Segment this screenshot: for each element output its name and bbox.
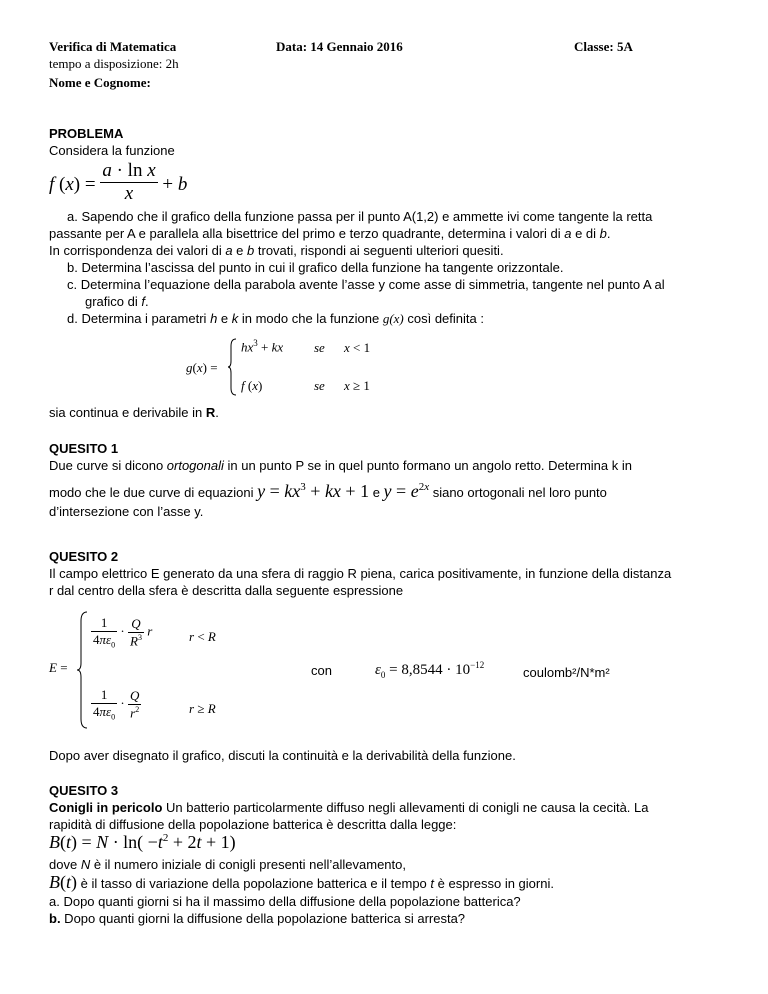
header-time: tempo a disposizione: 2h bbox=[49, 56, 179, 71]
q3-question-b bbox=[49, 911, 465, 926]
text: In corrispondenza dei valori di bbox=[49, 243, 226, 258]
left-brace-icon bbox=[228, 338, 238, 396]
q3-subtitle: Conigli in pericolo bbox=[49, 800, 163, 815]
q3-law-formula: $B(t) = N \cdot \ln( -t^2 + 2t + 1)$ bbox=[49, 832, 236, 852]
text: sia continua e derivabile in bbox=[49, 405, 206, 420]
text: modo che le due curve di equazioni bbox=[49, 485, 258, 500]
q1-line3: d’intersezione con l’asse y. bbox=[49, 504, 204, 519]
curve-1-equation: $y = kx^3$ + kx + 1 bbox=[257, 481, 370, 501]
text: e bbox=[369, 485, 384, 500]
q2-after: Dopo aver disegnato il grafico, discuti la continuità e la derivabilità della funzione. bbox=[49, 748, 516, 763]
problem-item-b: b. Determina l’ascissa del punto in cui il grafico della funzione ha tangente orizzontale. bbox=[67, 260, 564, 275]
problem-intro: Considera la funzione bbox=[49, 143, 175, 158]
text: è espresso in giorni. bbox=[434, 876, 554, 891]
problem-correspondence-line bbox=[49, 243, 504, 258]
q3-dove-line bbox=[49, 857, 406, 872]
q2-line1: Il campo elettrico E generato da una sfera di raggio R piena, carica positivamente, in funzione della distanza bbox=[49, 566, 672, 581]
units-label: coulomb²/N*m² bbox=[523, 665, 610, 680]
text: . bbox=[606, 226, 611, 241]
header-subject: Verifica di Matematica bbox=[49, 39, 177, 54]
bt-symbol: B(t) bbox=[49, 872, 78, 892]
problem-item-a-line2 bbox=[49, 226, 611, 241]
text: d. Determina i parametri bbox=[67, 311, 211, 326]
text: e bbox=[232, 243, 248, 258]
q1-line1 bbox=[49, 458, 632, 473]
q3-bt-line bbox=[49, 872, 554, 893]
electric-field-piecewise: E = $\frac{1}{4\pi\varepsilon_0}$ · $\frac{Q}{R^3}$ r r < R $\frac{1}{4\pi\varepsilon_0}$ · $\frac{Q}{r^2}$ r ≥ R con $\varepsilon_0 = 8,8544 \cdot 10^{-12}$ coulomb²/N*m² bbox=[49, 605, 749, 735]
eps-number: 8,8544 bbox=[401, 662, 443, 678]
set-R: R bbox=[205, 405, 216, 420]
label-a: a. bbox=[49, 894, 60, 909]
text: siano ortogonali nel loro punto bbox=[429, 485, 607, 500]
text: Due curve si dicono bbox=[49, 458, 167, 473]
q3-question-a bbox=[49, 894, 521, 909]
header-name-label: Nome e Cognome: bbox=[49, 75, 151, 90]
label-b: b. bbox=[49, 911, 61, 926]
problem-item-a-line1: a. Sapendo che il grafico della funzione passa per il punto A(1,2) e ammette ivi come tangente la retta bbox=[67, 209, 653, 224]
text: . bbox=[145, 294, 149, 309]
q3-line2: rapidità di diffusione della popolazione batterica è descritta dalla legge: bbox=[49, 817, 457, 832]
epsilon-value: $\varepsilon_0 = 8,8544 \cdot 10^{-12}$ bbox=[375, 660, 485, 680]
text: è il numero iniziale di conigli presenti nell’allevamento, bbox=[90, 857, 406, 872]
problem-item-d bbox=[67, 311, 484, 327]
text: è il tasso di variazione della popolazione batterica e il tempo bbox=[77, 876, 431, 891]
var-b: b bbox=[599, 226, 607, 241]
function-f-formula: f (x) = $\frac{\text{a · ln x}}{x}$ + b bbox=[49, 160, 188, 204]
text: Dopo quanti giorni la diffusione della popolazione batterica si arresta? bbox=[60, 911, 466, 926]
text: trovati, rispondi ai seguenti ulteriori quesiti. bbox=[254, 243, 504, 258]
text: così definita : bbox=[403, 311, 484, 326]
eps-exponent: −12 bbox=[470, 660, 485, 670]
var-a: a bbox=[225, 243, 233, 258]
var-h: h bbox=[210, 311, 218, 326]
text: . bbox=[215, 405, 219, 420]
q3-line1 bbox=[49, 800, 648, 815]
text: in un punto P se in quel punto formano un angolo retto. Determina k in bbox=[223, 458, 632, 473]
text: in modo che la funzione bbox=[238, 311, 383, 326]
q1-line2 bbox=[49, 481, 607, 502]
problem-item-c-line2 bbox=[85, 294, 149, 309]
var-f: f bbox=[141, 294, 145, 309]
var-t: t bbox=[430, 876, 435, 891]
q2-title: QUESITO 2 bbox=[49, 549, 119, 564]
function-g-piecewise: g(x) = $hx^3$ + kx se x < 1 f (x) se x ≥ 1 bbox=[186, 336, 386, 396]
curve-2-equation: $y = e^{2x}$ bbox=[383, 481, 430, 501]
text: grafico di bbox=[85, 294, 142, 309]
q2-line2: r dal centro della sfera è descritta dalla seguente espressione bbox=[49, 583, 404, 598]
left-brace-icon bbox=[77, 611, 89, 729]
con-label: con bbox=[311, 663, 332, 678]
problem-title: PROBLEMA bbox=[49, 126, 124, 141]
text: dove bbox=[49, 857, 81, 872]
q3-title: QUESITO 3 bbox=[49, 783, 119, 798]
header-class: Classe: 5A bbox=[574, 39, 633, 54]
term-ortogonali: ortogonali bbox=[166, 458, 224, 473]
header-date: Data: 14 Gennaio 2016 bbox=[276, 39, 403, 54]
problem-item-c-line1: c. Determina l’equazione della parabola avente l’asse y come asse di simmetria, tangente nel punto A al bbox=[67, 277, 665, 292]
text: Dopo quanti giorni si ha il massimo della diffusione della popolazione batterica? bbox=[59, 894, 521, 909]
text: e di bbox=[571, 226, 600, 241]
var-N: N bbox=[80, 857, 91, 872]
g-of-x: g(x) bbox=[382, 311, 404, 326]
problem-final-line bbox=[49, 405, 219, 420]
var-b: b bbox=[247, 243, 255, 258]
text: passante per A e parallela alla bisettrice del primo e terzo quadrante, determina i valori di bbox=[49, 226, 565, 241]
var-a: a bbox=[564, 226, 572, 241]
text: e bbox=[217, 311, 232, 326]
q1-title: QUESITO 1 bbox=[49, 441, 119, 456]
var-k: k bbox=[231, 311, 239, 326]
text: Un batterio particolarmente diffuso negli allevamenti di conigli ne causa la cecità. La bbox=[162, 800, 649, 815]
